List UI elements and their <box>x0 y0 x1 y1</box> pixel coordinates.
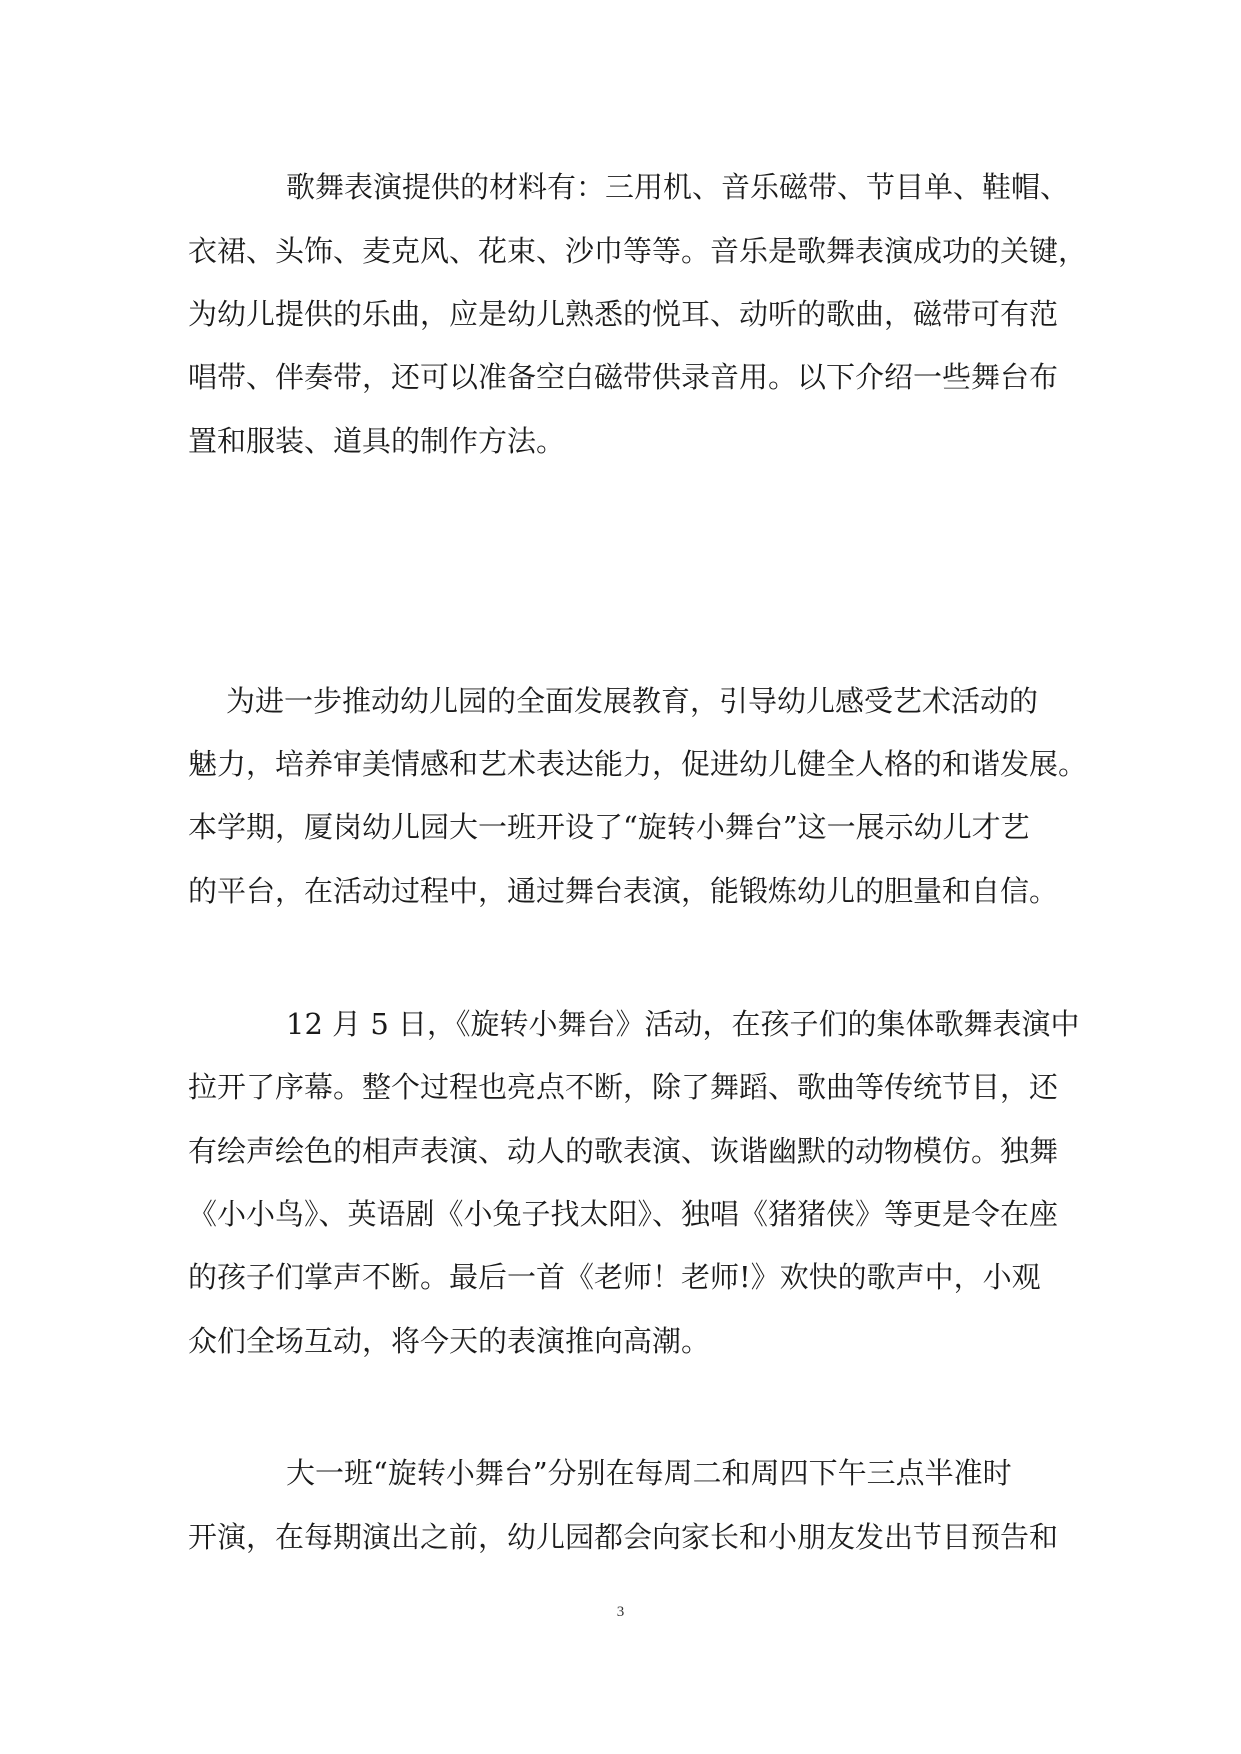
paragraph-3-line-6: 众们全场互动，将今天的表演推向高潮。 <box>188 1324 711 1358</box>
paragraph-3-line-1: 12 月 5 日，《旋转小舞台》活动，在孩子们的集体歌舞表演中 <box>286 1007 1080 1041</box>
paragraph-4-line-2: 开演，在每期演出之前，幼儿园都会向家长和小朋友发出节目预告和 <box>188 1520 1059 1554</box>
paragraph-1-line-2: 衣裙、头饰、麦克风、花束、沙巾等等。音乐是歌舞表演成功的关键， <box>188 234 1088 268</box>
paragraph-1-line-5: 置和服装、道具的制作方法。 <box>188 424 566 458</box>
paragraph-3-line-3: 有绘声绘色的相声表演、动人的歌表演、诙谐幽默的动物模仿。独舞 <box>188 1134 1059 1168</box>
paragraph-2-line-2: 魅力，培养审美情感和艺术表达能力，促进幼儿健全人格的和谐发展。 <box>188 747 1088 781</box>
paragraph-1-line-4: 唱带、伴奏带，还可以准备空白磁带供录音用。以下介绍一些舞台布 <box>188 360 1059 394</box>
paragraph-2-line-4: 的平台，在活动过程中，通过舞台表演，能锻炼幼儿的胆量和自信。 <box>188 874 1059 908</box>
paragraph-3-line-4: 《小小鸟》、英语剧《小兔子找太阳》、独唱《猪猪侠》等更是令在座 <box>188 1197 1059 1231</box>
paragraph-4-line-1: 大一班“旋转小舞台”分别在每周二和周四下午三点半准时 <box>286 1456 1012 1490</box>
paragraph-1-line-1: 歌舞表演提供的材料有：三用机、音乐磁带、节目单、鞋帽、 <box>286 170 1070 204</box>
page-number: 3 <box>616 1604 625 1620</box>
paragraph-2-line-3: 本学期，厦岗幼儿园大一班开设了“旋转小舞台”这一展示幼儿才艺 <box>188 810 1030 844</box>
paragraph-3-line-5: 的孩子们掌声不断。最后一首《老师！老师!》欢快的歌声中，小观 <box>188 1260 1041 1294</box>
paragraph-3-line-2: 拉开了序幕。整个过程也亮点不断，除了舞蹈、歌曲等传统节目，还 <box>188 1070 1059 1104</box>
paragraph-1-line-3: 为幼儿提供的乐曲，应是幼儿熟悉的悦耳、动听的歌曲，磁带可有范 <box>188 297 1059 331</box>
paragraph-2-line-1: 为进一步推动幼儿园的全面发展教育，引导幼儿感受艺术活动的 <box>226 684 1039 718</box>
